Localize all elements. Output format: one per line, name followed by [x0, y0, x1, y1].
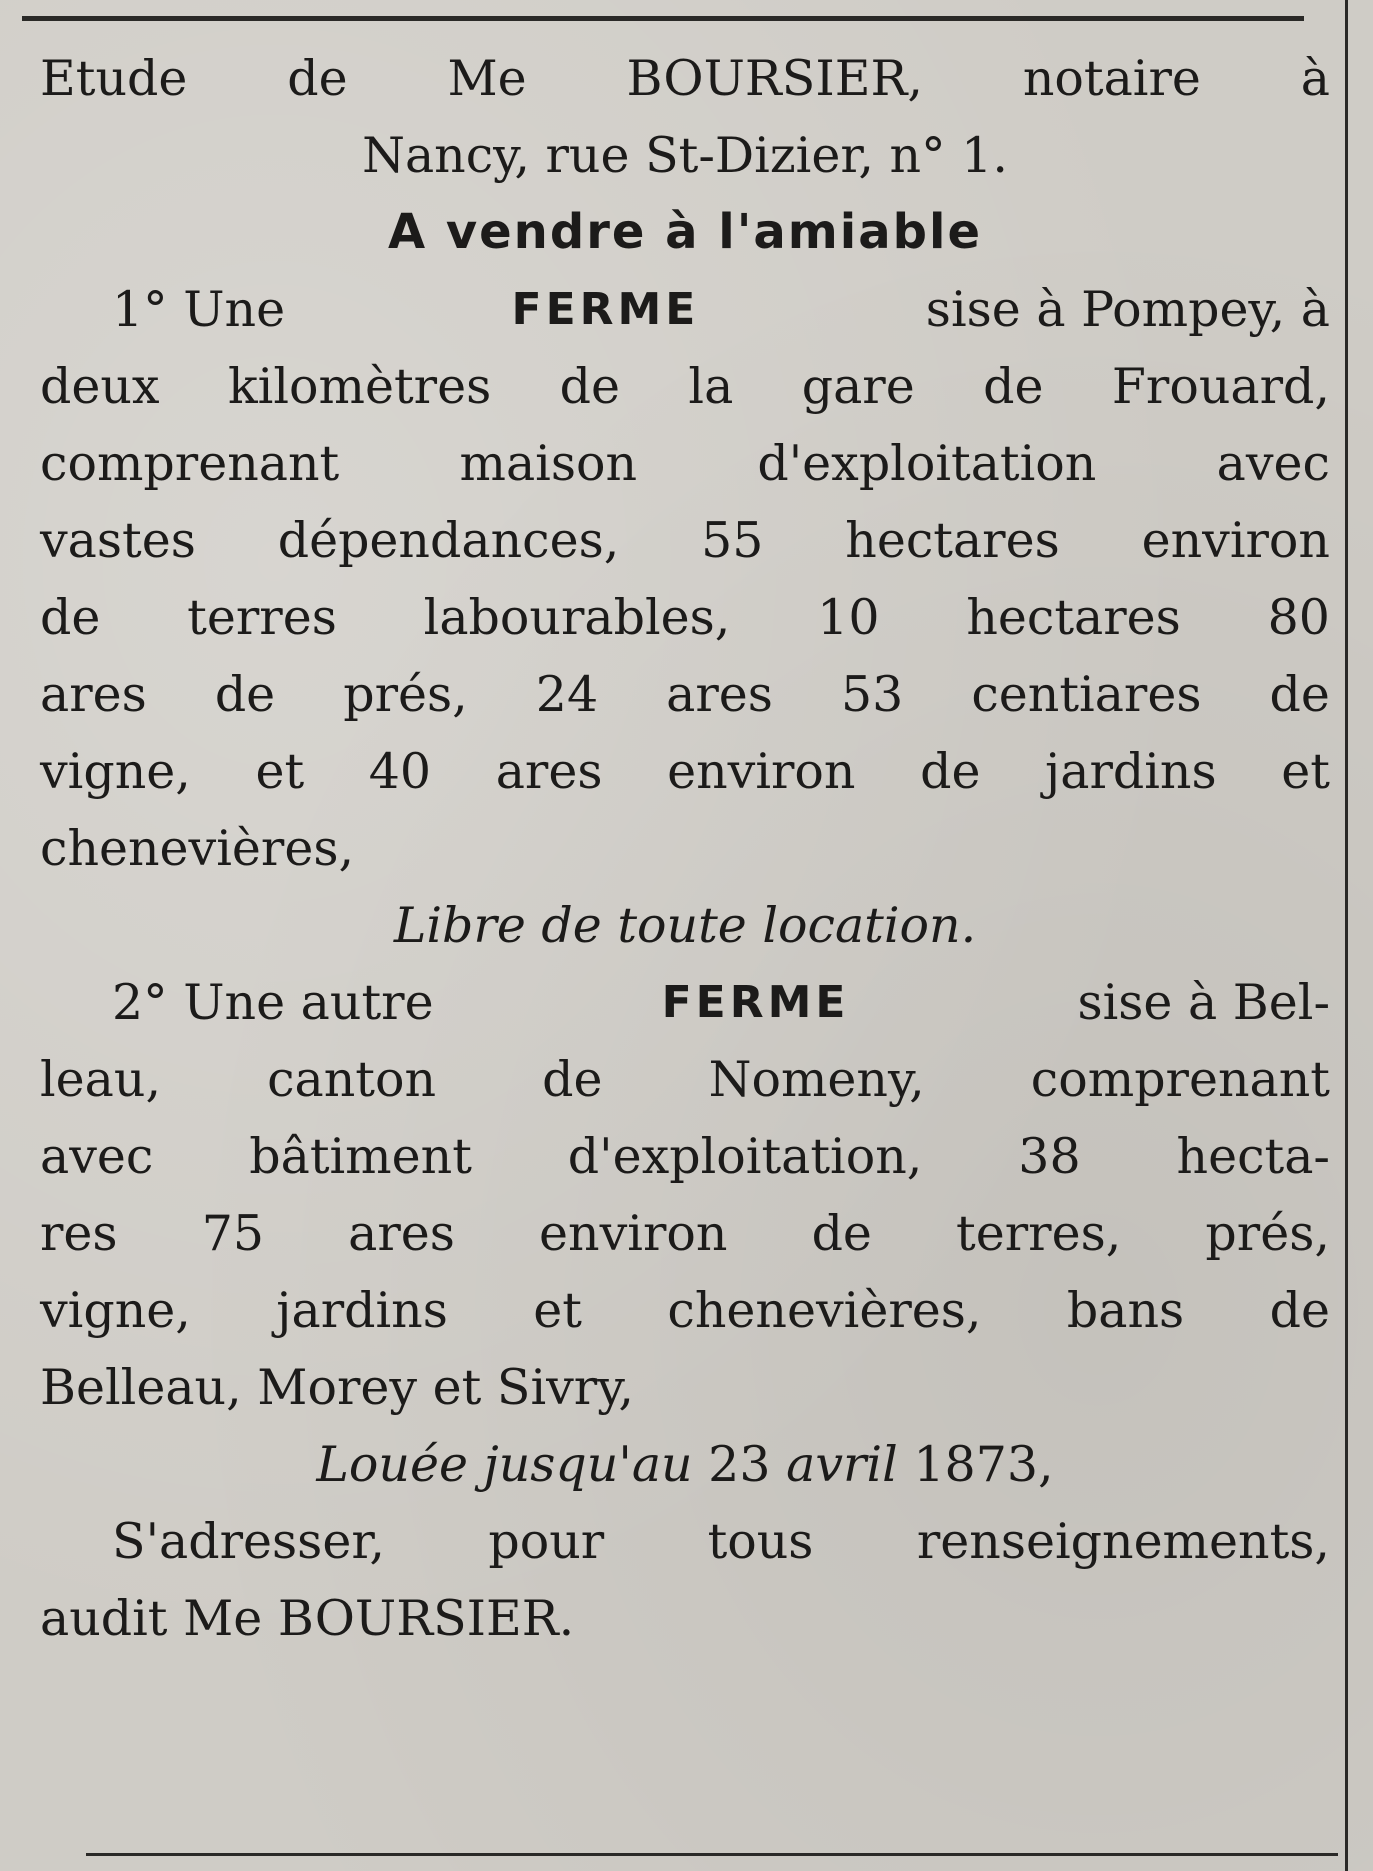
item1-line-8: chenevières, — [40, 820, 355, 877]
item2-line-1 — [40, 964, 1330, 1041]
item1-keyword: FERME — [511, 284, 700, 335]
item2-status-label: Louée jusqu'au — [316, 1436, 693, 1493]
column-rule — [1345, 0, 1348, 1871]
item1-number: 1° Une — [112, 281, 286, 338]
item1-line-5: de terres labourables, 10 hectares 80 — [40, 589, 1330, 646]
item2-status-year: 1873, — [913, 1436, 1054, 1493]
item2-line-6: Belleau, Morey et Sivry, — [40, 1359, 634, 1416]
item2-line-2: leau, canton de Nomeny, comprenant — [40, 1051, 1330, 1108]
notice-title: A vendre à l'amiable — [387, 204, 983, 260]
item2-number: 2° Une autre — [112, 974, 434, 1031]
item1-line-6: ares de prés, 24 ares 53 centiares de — [40, 666, 1330, 723]
item2-status — [40, 1426, 1330, 1503]
item1-line-1-rest: sise à Pompey, à — [925, 281, 1330, 338]
notice-body — [40, 40, 1330, 1657]
item2-status-month: avril — [786, 1436, 898, 1493]
item2-status-day: 23 — [708, 1436, 771, 1493]
item1-line-4: vastes dépendances, 55 hectares environ — [40, 512, 1330, 569]
header-line-1: Etude de Me BOURSIER, notaire à — [40, 50, 1330, 107]
item2-line-5: vigne, jardins et chenevières, bans de — [40, 1282, 1330, 1339]
bottom-rule — [86, 1853, 1338, 1856]
header-line-2: Nancy, rue St-Dizier, n° 1. — [362, 127, 1008, 184]
item2-line-1-rest: sise à Bel- — [1077, 974, 1330, 1031]
item2-line-4: res 75 ares environ de terres, prés, — [40, 1205, 1330, 1262]
item1-line-3: comprenant maison d'exploitation avec — [40, 435, 1330, 492]
footer-line-1: S'adresser, pour tous renseignements, — [112, 1513, 1330, 1570]
top-rule — [22, 16, 1304, 21]
item2-keyword: FERME — [661, 977, 850, 1028]
item1-line-7: vigne, et 40 ares environ de jardins et — [40, 743, 1330, 800]
item1-line-1 — [40, 271, 1330, 348]
item2-line-3: avec bâtiment d'exploitation, 38 hecta- — [40, 1128, 1330, 1185]
item1-line-2: deux kilomètres de la gare de Frouard, — [40, 358, 1330, 415]
item1-status: Libre de toute location. — [393, 897, 977, 954]
footer-line-2: audit Me BOURSIER. — [40, 1590, 575, 1647]
